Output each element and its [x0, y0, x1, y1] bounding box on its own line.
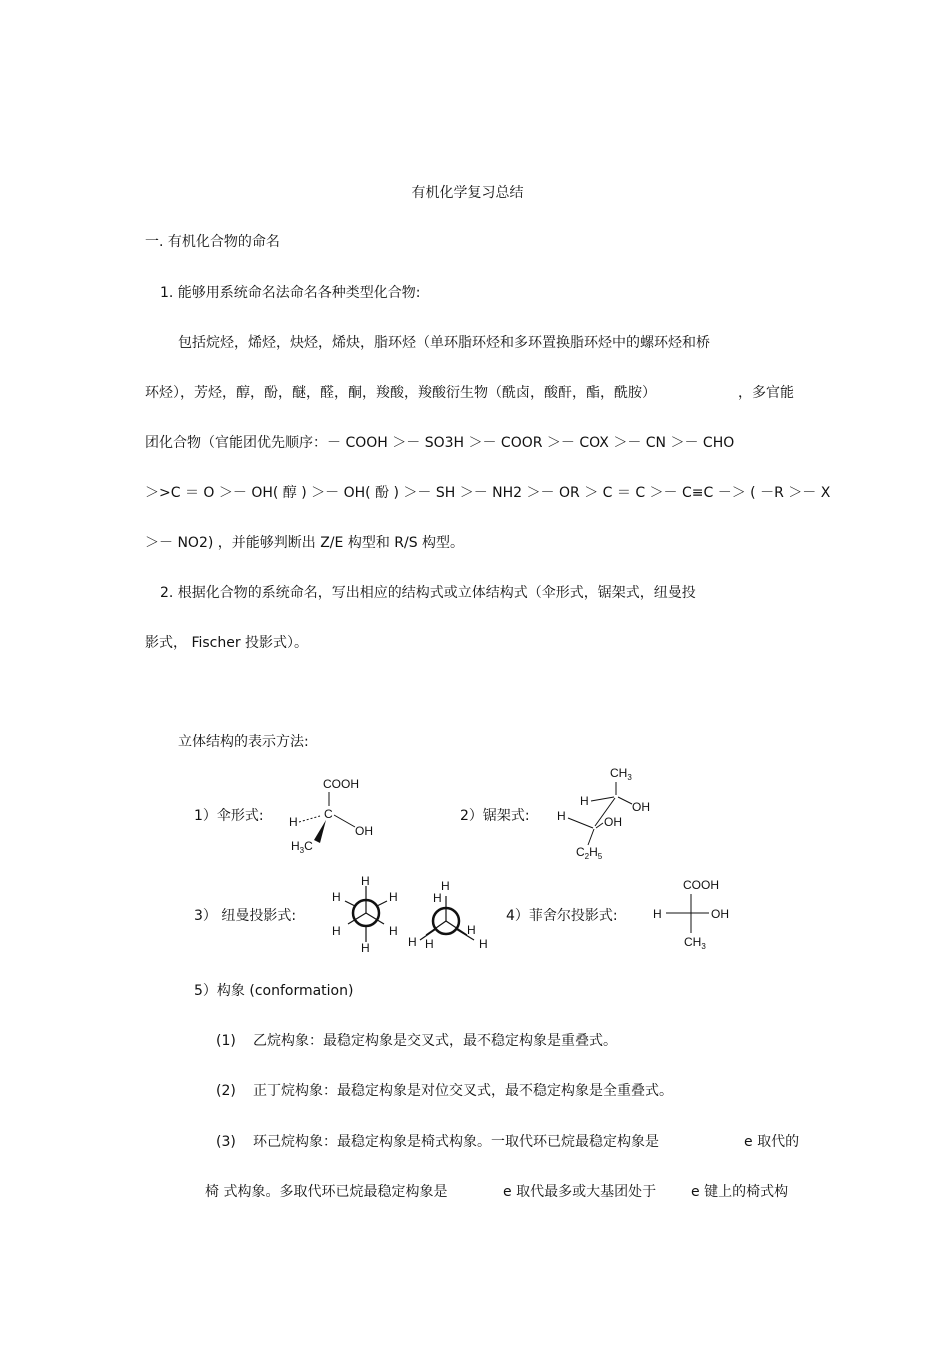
svg-text:H3C: $H_3C$: [291, 839, 313, 855]
svg-text:CH3: $CH_3$: [684, 935, 706, 951]
list-item-number: (1): [216, 1033, 236, 1049]
svg-text:OH: OH: [604, 815, 622, 829]
paragraph-line: 椅 式构象。多取代环已烷最稳定构象是: [205, 1184, 448, 1200]
fischer-projection: [653, 878, 729, 951]
paragraph-line: ＞－ NO2) ，并能够判断出 Z/E 构型和 R/S 构型。: [145, 535, 465, 551]
umbrella-label: 1）伞形式:: [194, 808, 264, 824]
svg-text:C: C: [324, 807, 333, 821]
svg-text:H: H: [441, 879, 450, 893]
svg-text:COOH: COOH: [323, 777, 359, 791]
svg-text:H: H: [332, 890, 341, 904]
conformation-heading: 5）构象 (conformation): [194, 983, 354, 999]
svg-text:H: H: [332, 924, 341, 938]
svg-text:H: H: [389, 924, 398, 938]
paragraph-line: e 键上的椅式构: [691, 1184, 789, 1200]
svg-text:OH: OH: [632, 800, 650, 814]
paragraph-line: 包括烷烃，烯烃，炔烃，烯炔，脂环烃（单环脂环烃和多环置换脂环烃中的螺环烃和桥: [178, 335, 710, 351]
svg-text:H: H: [289, 815, 298, 829]
paragraph-line: 团化合物（官能团优先顺序：－ COOH ＞－ SO3H ＞－ COOR ＞－ COX ＞－ CN ＞－ CHO: [145, 435, 735, 451]
svg-text:CH3: $CH_3$: [610, 766, 632, 782]
item-1: 1. 能够用系统命名法命名各种类型化合物:: [160, 285, 421, 301]
svg-text:OH: OH: [711, 907, 729, 921]
svg-text:H: H: [433, 891, 442, 905]
list-item-number: (2): [216, 1083, 236, 1099]
svg-text:C2H5: $C_2H_5$: [576, 845, 603, 861]
paragraph-line: 环烃），芳烃，醇，酚，醚，醛，酮，羧酸，羧酸衍生物（酰卤，酸酐，酯，酰胺）: [145, 385, 656, 401]
svg-text:H: H: [479, 937, 488, 951]
svg-text:H: H: [361, 941, 370, 955]
list-item: 环己烷构象：最稳定构象是椅式构象。一取代环已烷最稳定构象是: [253, 1134, 659, 1150]
svg-text:H: H: [580, 794, 589, 808]
svg-text:H: H: [389, 890, 398, 904]
sawhorse-formula: [557, 766, 650, 861]
paragraph-line: 影式， Fischer 投影式）。: [145, 635, 309, 651]
svg-text:COOH: COOH: [683, 878, 719, 892]
svg-text:H: H: [467, 923, 476, 937]
section-heading: 一. 有机化合物的命名: [145, 234, 280, 250]
svg-text:H: H: [557, 809, 566, 823]
svg-text:OH: OH: [355, 824, 373, 838]
list-item-tail: e 取代的: [744, 1134, 800, 1150]
stereo-heading: 立体结构的表示方法:: [178, 734, 309, 750]
svg-text:H: H: [425, 937, 434, 951]
umbrella-formula: [289, 777, 373, 855]
svg-text:H: H: [408, 935, 417, 949]
newman-label: 3） 纽曼投影式:: [194, 908, 297, 924]
svg-text:H: H: [361, 874, 370, 888]
list-item: 正丁烷构象：最稳定构象是对位交叉式，最不稳定构象是全重叠式。: [253, 1083, 673, 1099]
sawhorse-label: 2）锯架式:: [460, 808, 530, 824]
paragraph-line: e 取代最多或大基团处于: [503, 1184, 657, 1200]
paragraph-line: ，多官能: [738, 385, 794, 401]
list-item-number: (3): [216, 1134, 236, 1150]
fischer-label: 4）菲舍尔投影式:: [506, 908, 618, 924]
paragraph-line: ＞>C ＝ O ＞－ OH( 醇 ) ＞－ OH( 酚 ) ＞－ SH ＞－ NH2 ＞－ OR ＞ C ＝ C ＞－ C≡C －＞ ( －R ＞－ X: [145, 485, 831, 501]
page-title: 有机化学复习总结: [411, 185, 524, 201]
svg-text:H: H: [653, 907, 662, 921]
newman-eclipsed: [408, 879, 488, 951]
newman-staggered: [332, 874, 398, 955]
item-2: 2. 根据化合物的系统命名，写出相应的结构式或立体结构式（伞形式，锯架式，纽曼投: [160, 585, 696, 601]
list-item: 乙烷构象：最稳定构象是交叉式，最不稳定构象是重叠式。: [253, 1033, 617, 1049]
